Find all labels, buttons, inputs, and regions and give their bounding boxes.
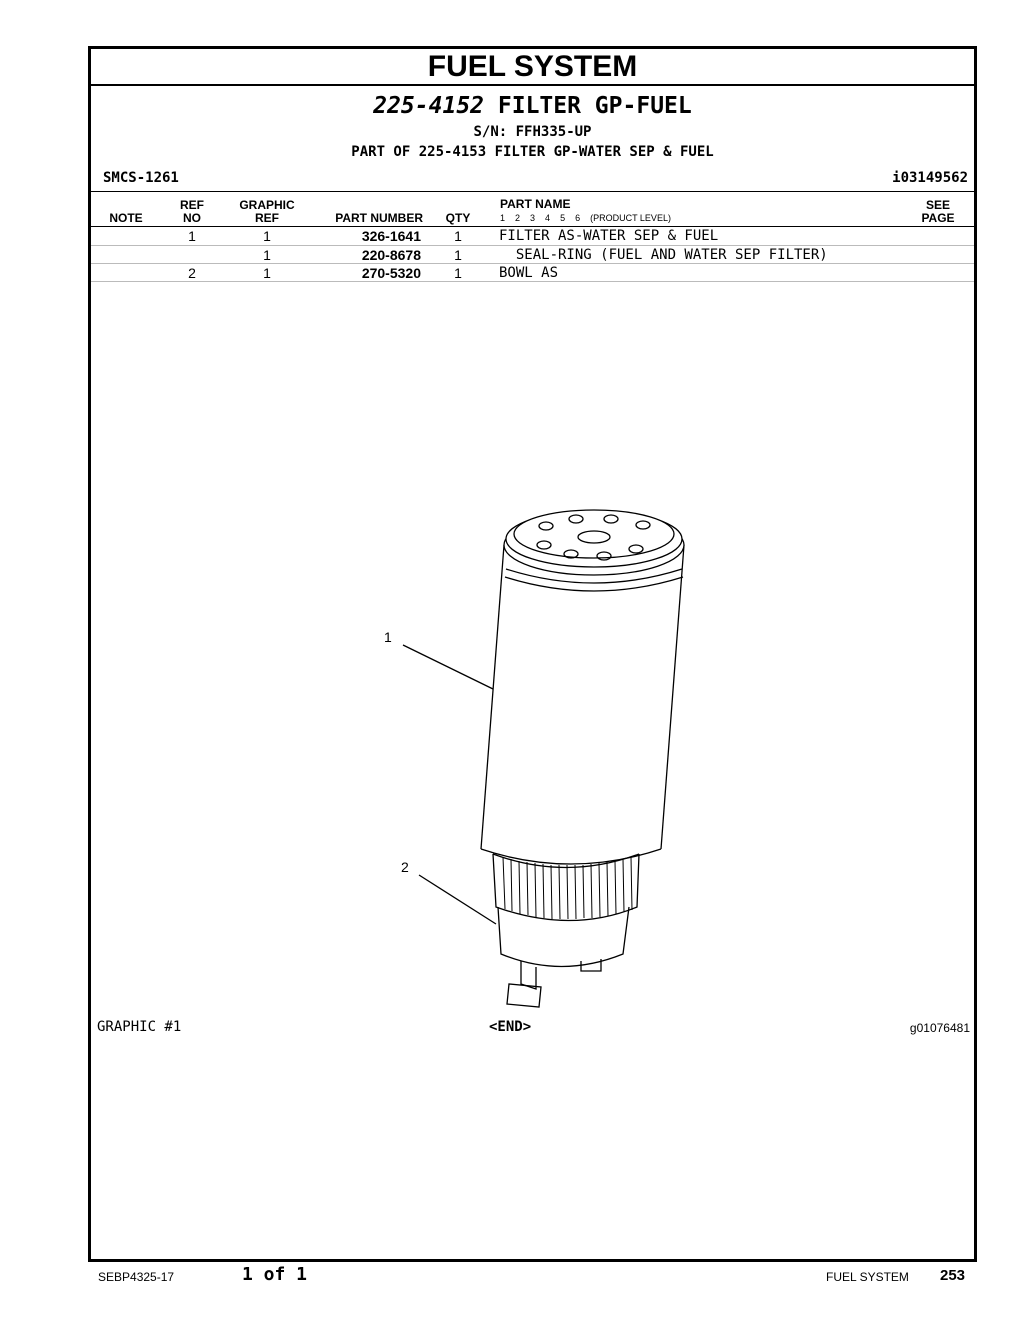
table-row: 1 1 326-1641 1 FILTER AS-WATER SEP & FUEL [188, 228, 719, 244]
footer-section: FUEL SYSTEM [826, 1270, 909, 1284]
graphic-label: GRAPHIC #1 [97, 1019, 182, 1035]
product-levels: 1 2 3 4 5 6 (PRODUCT LEVEL) [500, 213, 671, 223]
part-of-line: PART OF 225-4153 FILTER GP-WATER SEP & FUEL [351, 144, 714, 160]
col-part-number: PART NUMBER [335, 211, 423, 225]
smcs-code: SMCS-1261 [103, 170, 179, 186]
end-marker: <END> [489, 1019, 532, 1035]
group-name: FILTER GP-FUEL [497, 93, 692, 119]
page-frame [88, 46, 977, 1262]
col-part-name: PART NAME [500, 197, 571, 211]
doc-number: SEBP4325-17 [98, 1270, 175, 1284]
table-row: 2 1 270-5320 1 BOWL AS [188, 265, 559, 281]
graphic-id: g01076481 [909, 1021, 970, 1035]
table-row: 1 220-8678 1 SEAL-RING (FUEL AND WATER SEP FILTER) [263, 247, 828, 263]
callout-1: 1 [384, 629, 392, 645]
page-of: 1 of 1 [242, 1264, 308, 1285]
serial-number: S/N: FFH335-UP [473, 124, 592, 140]
page-number: 253 [940, 1267, 966, 1284]
col-qty: QTY [445, 211, 471, 225]
group-number: 225-4152 [373, 93, 485, 119]
callout-2: 2 [401, 859, 409, 875]
col-ref: REF NO [180, 198, 204, 225]
col-graphic-ref: GRAPHIC REF [239, 198, 295, 225]
col-note: NOTE [109, 211, 143, 225]
illustration-id: i03149562 [892, 170, 968, 186]
fuel-filter-drawing [91, 49, 974, 1259]
col-see-page: SEE PAGE [921, 198, 955, 225]
section-title: FUEL SYSTEM [91, 49, 974, 86]
